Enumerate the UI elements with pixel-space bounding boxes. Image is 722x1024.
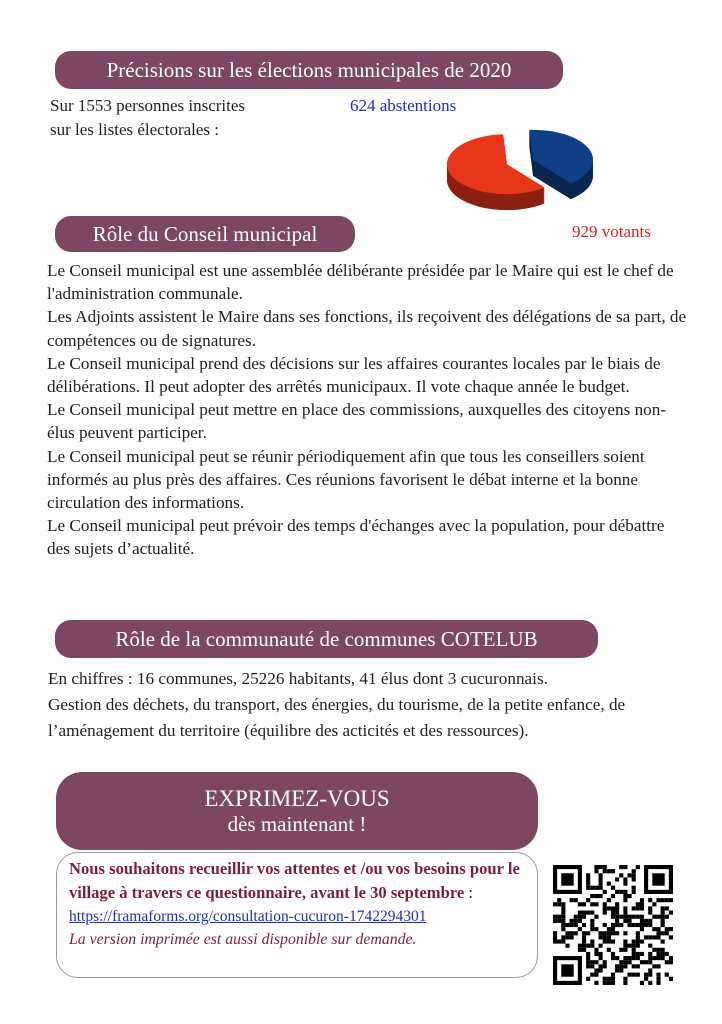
survey-note: La version imprimée est aussi disponible sur demande. (69, 931, 417, 948)
qr-code-icon[interactable] (553, 865, 673, 985)
elections-intro-line2: sur les listes électorales : (50, 120, 220, 139)
role-paragraph: Le Conseil municipal peut prévoir des temps d'échanges avec la population, pour débattre des sujets d’actualité. (47, 516, 665, 559)
survey-text-colon: : (464, 883, 474, 902)
role-paragraph: Le Conseil municipal prend des décisions sur les affaires courantes locales par le biais de délibérations. Il peut adopter des arrêtés municipaux. Il vote chaque année le budget. (47, 353, 661, 397)
cotelub-text (48, 666, 688, 744)
cotelub-figures: En chiffres : 16 communes, 25226 habitants, 41 élus dont 3 cucuronnais. (48, 669, 548, 688)
elections-section-title: Précisions sur les élections municipales de 2020 (55, 51, 563, 89)
cta-line2: dès maintenant ! (227, 812, 367, 836)
abstentions-label: 624 abstentions (350, 96, 457, 115)
cta-banner (56, 772, 538, 850)
cotelub-title: Rôle de la communauté de communes COTELUB (55, 620, 598, 658)
role-conseil-text (47, 259, 687, 561)
cta-line1: EXPRIMEZ-VOUS (204, 786, 390, 811)
elections-intro-line1: Sur 1553 personnes inscrites (50, 96, 246, 115)
role-paragraph: Les Adjoints assistent le Maire dans ses fonctions, ils reçoivent des délégations de sa part, de compétences ou de signatures. (47, 307, 687, 350)
role-paragraph: Le Conseil municipal peut se réunir périodiquement afin que tous les conseillers soient informés au plus près des affaires. Ces réunions favorisent le débat interne et la bonne circulation des informations. (47, 446, 645, 513)
survey-link[interactable]: https://framaforms.org/consultation-cucuron-1742294301 (69, 908, 427, 925)
elections-intro (50, 94, 310, 142)
role-paragraph: Le Conseil municipal est une assemblée délibérante présidée par le Maire qui est le chef de l'administration communale. (47, 261, 674, 304)
cotelub-competences: Gestion des déchets, du transport, des énergies, du tourisme, de la petite enfance, de l’aménagement du territoire (équilibre des acticités et des ressources). (48, 695, 626, 740)
role-conseil-title: Rôle du Conseil municipal (55, 216, 355, 252)
survey-text: Nous souhaitons recueillir vos attentes et /ou vos besoins pour le village à travers ce questionnaire, avant le 30 septembre (69, 859, 520, 902)
votants-label: 929 votants (572, 222, 651, 241)
role-paragraph: Le Conseil municipal peut mettre en place des commissions, auxquelles des citoyens non-élus peuvent participer. (47, 400, 667, 443)
turnout-pie-chart (432, 120, 632, 220)
survey-box (56, 852, 538, 978)
